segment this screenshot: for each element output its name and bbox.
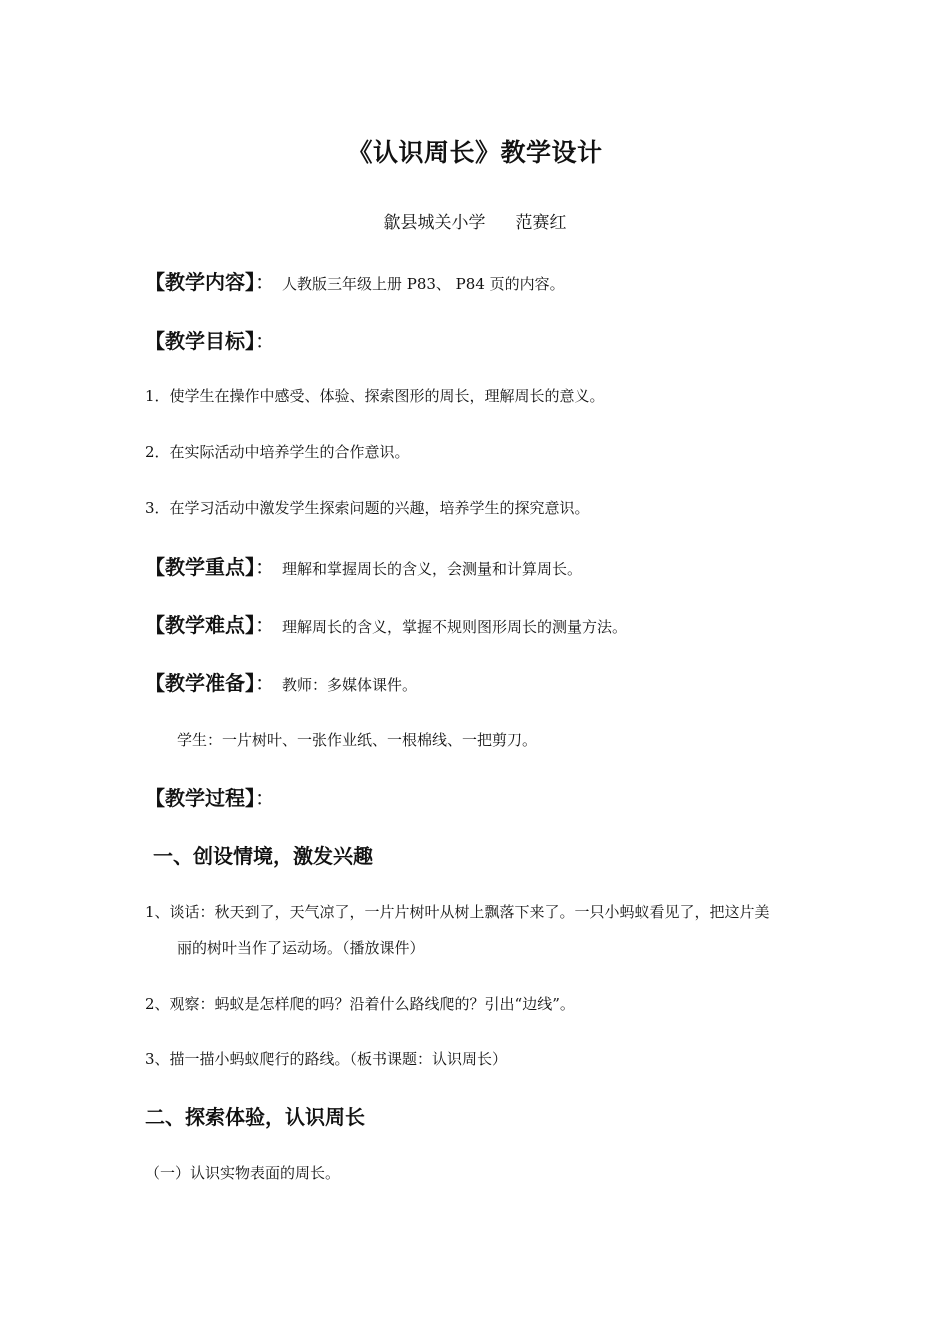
content-heading: 【教学内容】	[145, 270, 255, 294]
goal-item: 3．在学习活动中激发学生探索问题的兴趣，培养学生的探究意识。	[145, 499, 590, 517]
goals-colon: ：	[255, 329, 275, 353]
goals-heading-row	[145, 325, 275, 354]
goals-heading: 【教学目标】	[145, 329, 255, 353]
author-name: 范赛红	[515, 213, 567, 233]
author-school: 歙县城关小学	[383, 213, 486, 233]
key-points-heading: 【教学重点】	[145, 555, 255, 579]
section1-item-line: 3、描一描小蚂蚁爬行的路线。（板书课题：认识周长）	[145, 1050, 508, 1068]
goal-item: 2．在实际活动中培养学生的合作意识。	[145, 443, 410, 461]
content-colon: ：	[255, 270, 275, 294]
preparation-student: 学生：一片树叶、一张作业纸、一根棉线、一把剪刀。	[177, 731, 538, 749]
section1-title: 一、创设情境，激发兴趣	[153, 844, 373, 868]
section2-title: 二、探索体验，认识周长	[145, 1105, 365, 1129]
preparation-teacher: 教师：多媒体课件。	[281, 676, 417, 694]
difficulties-colon: ：	[255, 613, 275, 637]
section1-item-line: 丽的树叶当作了运动场。（播放课件）	[177, 939, 425, 957]
difficulties-text: 理解周长的含义，掌握不规则图形周长的测量方法。	[281, 618, 627, 636]
document-title: 《认识周长》教学设计	[347, 138, 603, 167]
content-row	[145, 266, 565, 295]
process-heading: 【教学过程】	[145, 786, 255, 810]
preparation-row	[145, 667, 417, 696]
key-points-text: 理解和掌握周长的含义，会测量和计算周长。	[281, 560, 582, 578]
process-colon: ：	[255, 786, 275, 810]
content-text: 人教版三年级上册 P83、 P84 页的内容。	[281, 275, 565, 293]
key-points-row	[145, 551, 582, 580]
section2-subheading: （一）认识实物表面的周长。	[145, 1164, 341, 1182]
goal-item: 1．使学生在操作中感受、体验、探索图形的周长，理解周长的意义。	[145, 387, 605, 405]
preparation-heading: 【教学准备】	[145, 671, 255, 695]
key-points-colon: ：	[255, 555, 275, 579]
difficulties-heading: 【教学难点】	[145, 613, 255, 637]
difficulties-row	[145, 609, 627, 638]
process-row	[145, 782, 275, 811]
section1-item-line: 2、观察：蚂蚁是怎样爬的吗？沿着什么路线爬的？引出“边线”。	[145, 995, 575, 1013]
section1-item-line: 1、谈话：秋天到了，天气凉了，一片片树叶从树上飘落下来了。一只小蚂蚁看见了，把这片美	[145, 903, 770, 921]
author-line	[0, 208, 950, 233]
preparation-colon: ：	[255, 671, 275, 695]
